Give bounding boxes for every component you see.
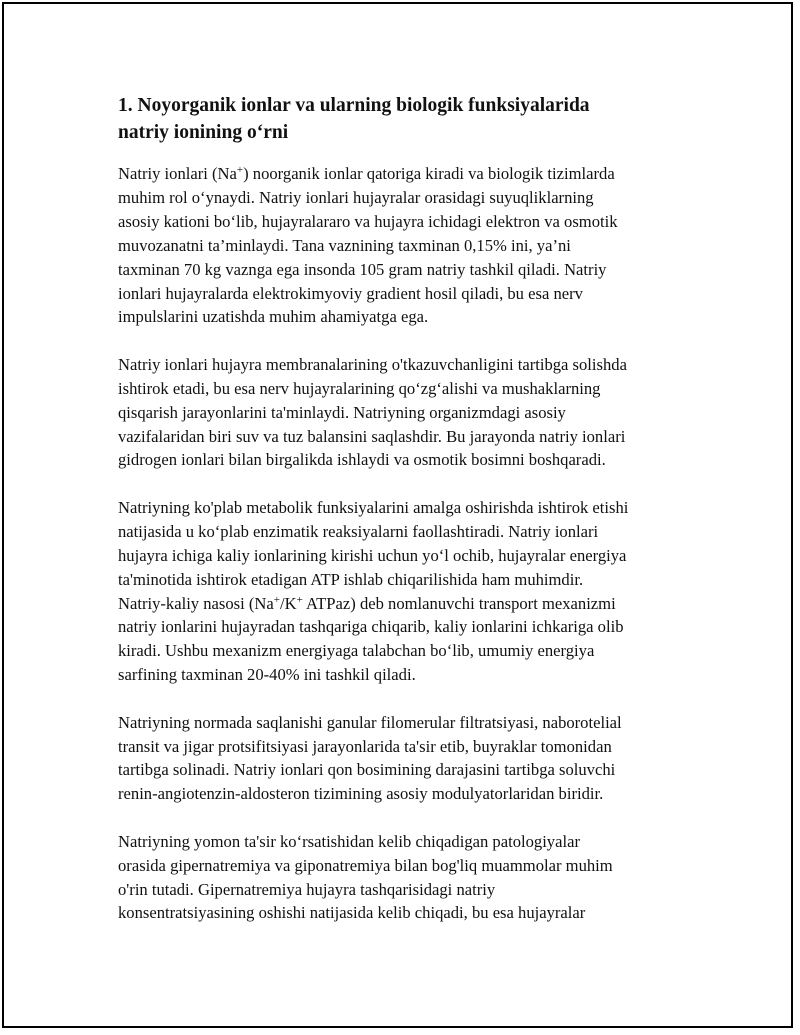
text-line <box>118 782 686 806</box>
text-segment: tartibga solinadi. Natriy ionlari qon bosimining darajasini tartibga soluvchi <box>118 760 616 780</box>
text-segment: transit va jigar protsifitsiyasi jarayonlarida ta'sir etib, buyraklar tomonidan <box>118 736 612 756</box>
text-line <box>118 353 686 377</box>
text-segment: kiradi. Ushbu mexanizm energiyaga talabchan bo‘lib, umumiy energiya <box>118 641 595 661</box>
text-segment: muhim rol o‘ynaydi. Natriy ionlari hujayralar orasidagi suyuqliklarning <box>118 187 594 207</box>
heading-line: natriy ionining o‘rni <box>118 122 289 143</box>
paragraph <box>118 711 686 807</box>
text-segment: ishtirok etadi, bu esa nerv hujayralarining qo‘zg‘alishi va mushaklarning <box>118 378 601 398</box>
superscript: + <box>236 164 244 176</box>
text-line <box>118 258 686 282</box>
text-line <box>118 711 686 735</box>
text-line <box>118 544 686 568</box>
text-line <box>118 901 686 925</box>
paragraph <box>118 162 686 329</box>
paragraph <box>118 353 686 473</box>
text-line <box>118 615 686 639</box>
text-line <box>118 234 686 258</box>
text-segment: renin-angiotenzin-aldosteron tizimining asosiy modulyatorlaridan biridir. <box>118 784 604 804</box>
text-segment: Natriy ionlari hujayra membranalarining o'tkazuvchanligini tartibga solishda <box>118 354 627 374</box>
text-segment: Natriyning yomon ta'sir ko‘rsatishidan kelib chiqadigan patologiyalar <box>118 831 580 851</box>
text-segment: qisqarish jarayonlarini ta'minlaydi. Natriyning organizmdagi asosiy <box>118 402 566 422</box>
superscript: + <box>296 593 303 606</box>
text-segment: sarfining taxminan 20-40% ini tashkil qiladi. <box>118 665 416 685</box>
text-segment: asosiy kationi bo‘lib, hujayralararo va hujayra ichidagi elektron va osmotik <box>118 211 618 231</box>
text-segment: Natriy ionlari (Na <box>118 164 237 183</box>
text-line <box>118 162 686 186</box>
paragraph <box>118 496 686 687</box>
text-line <box>118 448 686 472</box>
text-segment: muvozanatni ta’minlaydi. Tana vaznining taxminan 0,15% ini, ya’ni <box>118 235 571 255</box>
text-line <box>118 592 686 616</box>
text-line <box>118 186 686 210</box>
text-segment: ionlari hujayralarda elektrokimyoviy gradient hosil qiladi, bu esa nerv <box>118 283 583 303</box>
text-line <box>118 663 686 687</box>
text-segment: /K <box>279 593 297 613</box>
text-line <box>118 639 686 663</box>
text-line <box>118 520 686 544</box>
paragraph-list <box>118 162 686 925</box>
text-line <box>118 425 686 449</box>
text-segment: taxminan 70 kg vaznga ega insonda 105 gram natriy tashkil qiladi. Natriy <box>118 259 607 279</box>
text-line <box>118 210 686 234</box>
text-line <box>118 282 686 306</box>
text-line <box>118 377 686 401</box>
text-line <box>118 735 686 759</box>
document-body <box>118 92 686 949</box>
paragraph <box>118 830 686 926</box>
text-segment: orasida gipernatremiya va giponatremiya bilan bog'liq muammolar muhim <box>118 855 613 875</box>
superscript: + <box>273 593 280 606</box>
text-line <box>118 878 686 902</box>
section-heading <box>118 92 686 146</box>
text-segment: vazifalaridan biri suv va tuz balansini saqlashdir. Bu jarayonda natriy ionlari <box>118 426 626 446</box>
text-segment: Natriyning normada saqlanishi ganular filomerular filtratsiyasi, naborotelial <box>118 712 622 732</box>
text-segment: Natriyning ko'plab metabolik funksiyalarini amalga oshirishda ishtirok etishi <box>118 497 629 517</box>
text-line <box>118 758 686 782</box>
text-segment: impulslarini uzatishda muhim ahamiyatga ega. <box>118 307 429 327</box>
text-line <box>118 854 686 878</box>
text-segment: ATPaz) deb nomlanuvchi transport mexanizmi <box>302 593 616 613</box>
text-line <box>118 830 686 854</box>
text-segment: konsentratsiyasining oshishi natijasida kelib chiqadi, bu esa hujayralar <box>118 903 586 923</box>
text-segment: natriy ionlarini hujayradan tashqariga chiqarib, kaliy ionlarini ichkariga olib <box>118 617 624 637</box>
heading-line: 1. Noyorganik ionlar va ularning biologik funksiyalarida <box>118 95 590 116</box>
text-segment: gidrogen ionlari bilan birgalikda ishlaydi va osmotik bosimni boshqaradi. <box>118 450 606 470</box>
text-segment: ) noorganik ionlar qatoriga kiradi va biologik tizimlarda <box>243 164 615 183</box>
text-line <box>118 401 686 425</box>
text-segment: Natriy-kaliy nasosi (Na <box>118 593 274 613</box>
text-segment: natijasida u ko‘plab enzimatik reaksiyalarni faollashtiradi. Natriy ionlari <box>118 521 599 541</box>
text-segment: ta'minotida ishtirok etadigan ATP ishlab chiqarilishida ham muhimdir. <box>118 569 584 589</box>
text-line <box>118 568 686 592</box>
text-line <box>118 496 686 520</box>
text-segment: o'rin tutadi. Gipernatremiya hujayra tashqarisidagi natriy <box>118 879 496 899</box>
text-line <box>118 305 686 329</box>
text-segment: hujayra ichiga kaliy ionlarining kirishi uchun yo‘l ochib, hujayralar energiya <box>118 545 627 565</box>
